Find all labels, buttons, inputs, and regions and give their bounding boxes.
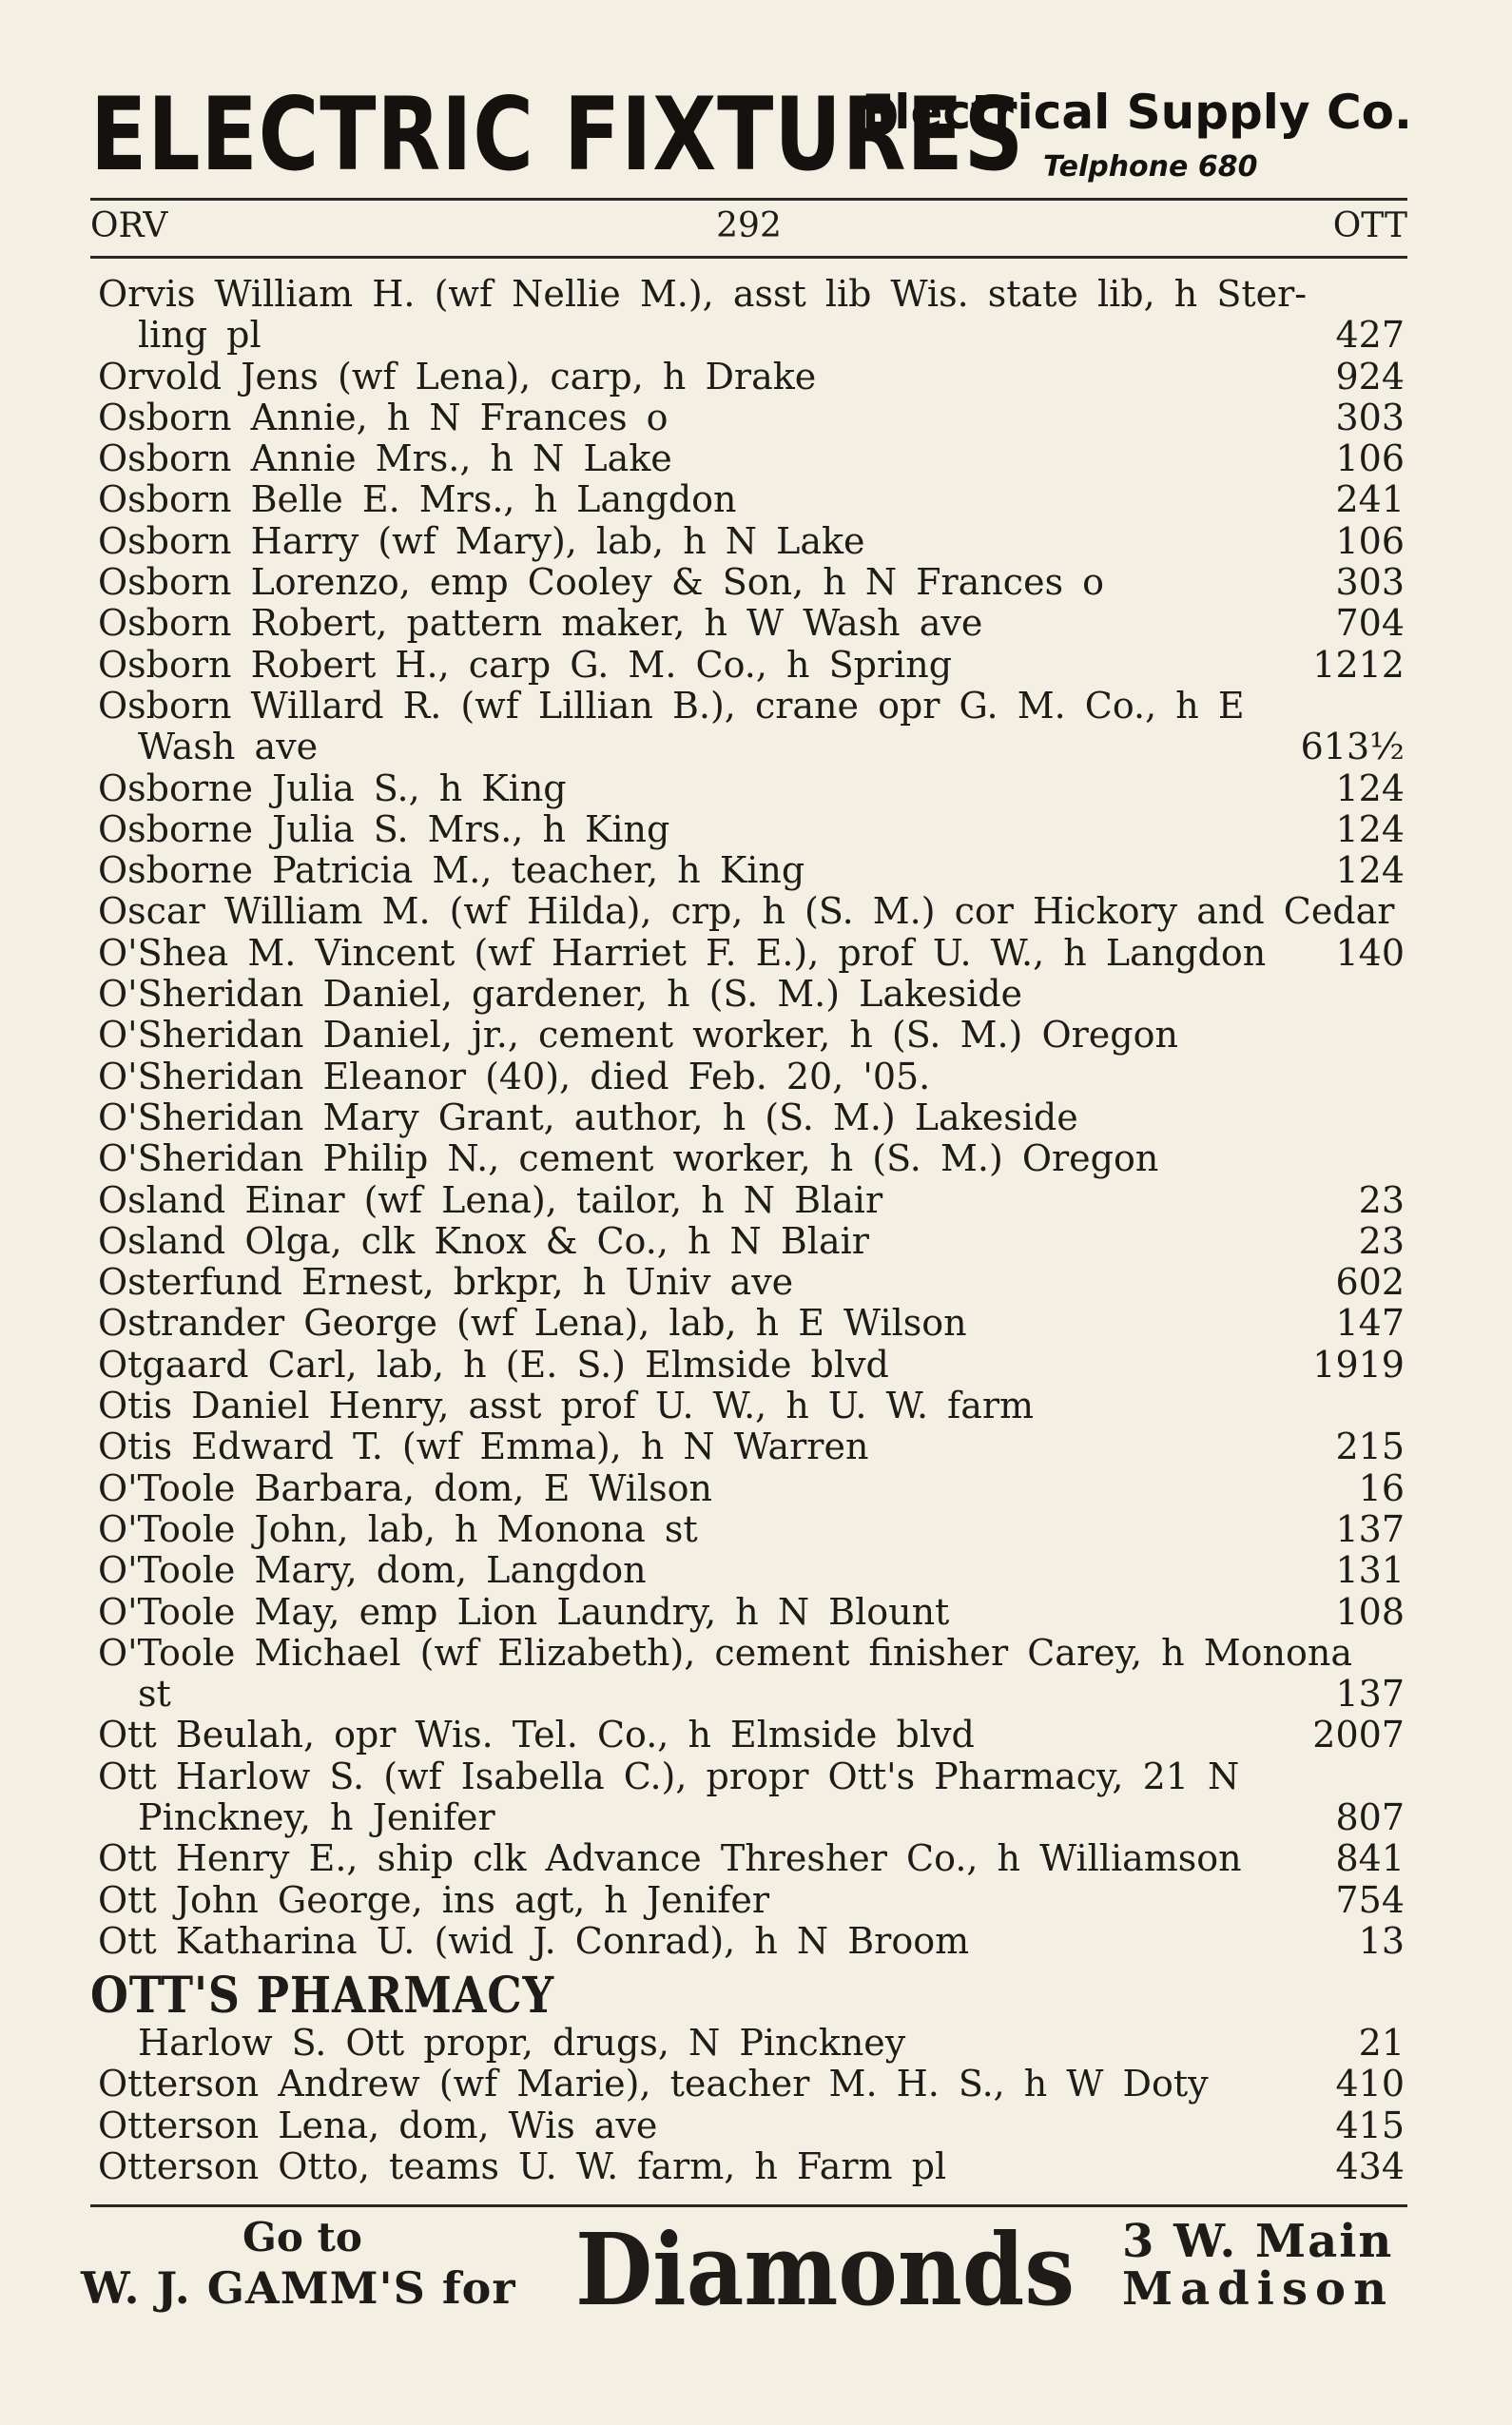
entry-house-number: 106 [1335,519,1405,562]
entry-house-number: 23 [1358,1178,1405,1221]
directory-entry [90,438,1407,479]
entry-house-number: 1919 [1312,1343,1405,1386]
ad-headline: ELECTRIC FIXTURES [90,76,1024,193]
entry-continuation [90,1674,1407,1715]
directory-entry [90,2146,1407,2187]
directory-listing [90,274,1407,2187]
entry-house-number: 241 [1335,478,1405,521]
directory-entry [90,1550,1407,1591]
entry-text: Otterson Andrew (wf Marie), teacher M. H. S., h W Doty [98,2063,1209,2105]
entry-house-number: 841 [1335,1837,1405,1880]
entry-house-number: 108 [1335,1590,1405,1633]
entry-text: Otgaard Carl, lab, h (E. S.) Elmside blvd [98,1343,889,1386]
entry-text: Osborne Patricia M., teacher, h King [98,849,805,892]
entry-text: O'Toole Mary, dom, Langdon [98,1549,647,1592]
entry-text: Harlow S. Ott propr, drugs, N Pinckney [138,2022,906,2065]
directory-entry [90,1138,1407,1179]
directory-entry [90,2105,1407,2146]
entry-house-number: 410 [1335,2063,1405,2105]
directory-entry [90,1097,1407,1138]
entry-house-number: 303 [1335,396,1405,438]
directory-entry [90,809,1407,850]
directory-entry [90,1345,1407,1386]
entry-house-number: 754 [1335,1878,1405,1921]
entry-house-number: 137 [1335,1673,1405,1716]
directory-entry [90,1921,1407,1962]
footer-rule [90,2204,1407,2207]
directory-entry [90,1386,1407,1426]
entry-text: ling pl [138,314,262,357]
entry-text: O'Toole Barbara, dom, E Wilson [98,1466,712,1509]
entry-text: Ott Katharina U. (wid J. Conrad), h N Broom [98,1919,970,1962]
directory-entry [90,1057,1407,1097]
entry-text: Osborne Julia S. Mrs., h King [98,807,670,850]
entry-text: Wash ave [138,726,319,768]
directory-entry [90,768,1407,809]
directory-entry [90,398,1407,438]
ad-company-name: Electrical Supply Co. [862,85,1412,140]
header-rule-top [90,198,1407,201]
entry-house-number: 415 [1335,2104,1405,2146]
entry-house-number: 124 [1335,849,1405,892]
section-heading [90,1962,1407,2026]
ad-address-street: 3 W. Main [1122,2215,1394,2268]
entry-house-number: 106 [1335,437,1405,480]
entry-text: Orvold Jens (wf Lena), carp, h Drake [98,355,817,398]
entry-house-number: 2007 [1312,1714,1405,1756]
directory-entry [90,1426,1407,1467]
directory-entry [90,274,1407,315]
entry-house-number: 140 [1335,931,1405,974]
directory-entry [90,521,1407,562]
directory-entry [90,1756,1407,1797]
entry-text: Osborn Belle E. Mrs., h Langdon [98,478,737,521]
ad-product: Diamonds [575,2211,1076,2328]
page-number: 292 [716,206,782,245]
directory-entry [90,1468,1407,1509]
entry-text: Osborn Willard R. (wf Lillian B.), crane opr G. M. Co., h E [98,684,1245,727]
directory-entry [90,1715,1407,1756]
entry-house-number: 23 [1358,1219,1405,1262]
directory-entry [90,1221,1407,1262]
entry-house-number: 21 [1358,2022,1405,2065]
entry-text: Osborn Lorenzo, emp Cooley & Son, h N Frances o [98,561,1105,604]
entry-text: O'Shea M. Vincent (wf Harriet F. E.), prof U. W., h Langdon [98,931,1267,974]
entry-text: O'Sheridan Eleanor (40), died Feb. 20, '05. [98,1055,931,1097]
entry-text: Orvis William H. (wf Nellie M.), asst lib Wis. state lib, h Ster- [98,273,1308,315]
entry-text: Ott Henry E., ship clk Advance Thresher Co., h Williamson [98,1837,1242,1880]
entry-house-number: 124 [1335,766,1405,809]
entry-text: Osland Einar (wf Lena), tailor, h N Blair [98,1178,883,1221]
directory-entry [90,603,1407,644]
entry-text: Osborn Annie Mrs., h N Lake [98,437,672,480]
entry-text: Otterson Otto, teams U. W. farm, h Farm pl [98,2145,947,2188]
entry-house-number: 16 [1358,1466,1405,1509]
entry-house-number: 807 [1335,1795,1405,1838]
entry-house-number: 215 [1335,1426,1405,1468]
directory-entry [90,1262,1407,1303]
entry-text: Oscar William M. (wf Hilda), crp, h (S. M.) cor Hickory and Cedar [98,890,1395,933]
entry-house-number: 602 [1335,1261,1405,1304]
entry-text: st [138,1673,171,1716]
directory-entry [90,1015,1407,1056]
directory-entry [90,891,1407,932]
entry-continuation [90,315,1407,356]
entry-text: O'Sheridan Daniel, jr., cement worker, h (S. M.) Oregon [98,1014,1178,1057]
directory-entry [90,1880,1407,1921]
directory-entry [90,479,1407,520]
entry-continuation [90,2023,1407,2064]
entry-house-number: 924 [1335,355,1405,398]
entry-house-number: 124 [1335,807,1405,850]
directory-entry [90,357,1407,398]
directory-entry [90,1633,1407,1674]
entry-text: Ostrander George (wf Lena), lab, h E Wilson [98,1302,967,1345]
entry-text: Otis Edward T. (wf Emma), h N Warren [98,1426,869,1468]
entry-house-number: 427 [1335,314,1405,357]
entry-house-number: 131 [1335,1549,1405,1592]
directory-entry [90,933,1407,974]
entry-text: Osborn Robert H., carp G. M. Co., h Spring [98,643,953,686]
running-head-right: OTT [1332,206,1407,245]
ad-goto: Go to [242,2214,362,2260]
ad-address-city: Madison [1122,2262,1394,2316]
directory-entry [90,562,1407,603]
entry-text: Osborn Robert, pattern maker, h W Wash ave [98,602,983,645]
entry-text: O'Toole May, emp Lion Laundry, h N Blount [98,1590,950,1633]
entries-group [90,274,1407,1962]
entry-text: O'Toole Michael (wf Elizabeth), cement finisher Carey, h Monona [98,1631,1353,1674]
directory-entry [90,850,1407,891]
header-rule-bottom [90,256,1407,259]
directory-entry [90,1592,1407,1633]
entries-group-after [90,2023,1407,2187]
top-advertisement [90,78,1412,192]
directory-entry [90,2064,1407,2105]
entry-text: O'Sheridan Philip N., cement worker, h (S. M.) Oregon [98,1137,1159,1180]
directory-entry [90,645,1407,686]
bottom-advertisement [81,2211,1412,2328]
entry-text: Pinckney, h Jenifer [138,1795,495,1838]
entry-continuation [90,1797,1407,1838]
entry-house-number: 147 [1335,1302,1405,1345]
running-head-left: ORV [90,206,168,245]
directory-entry [90,1509,1407,1550]
directory-entry [90,1180,1407,1221]
entry-text: O'Sheridan Daniel, gardener, h (S. M.) Lakeside [98,973,1023,1016]
section-heading-text: OTT'S PHARMACY [90,1967,555,2026]
directory-entry [90,1303,1407,1344]
entry-text: Osborne Julia S., h King [98,766,567,809]
entry-text: Otterson Lena, dom, Wis ave [98,2104,658,2146]
entry-house-number: 137 [1335,1507,1405,1550]
entry-text: Osborn Annie, h N Frances o [98,396,669,438]
entry-text: Osland Olga, clk Knox & Co., h N Blair [98,1219,869,1262]
entry-house-number: 613½ [1300,726,1405,768]
entry-continuation [90,727,1407,767]
entry-house-number: 13 [1358,1919,1405,1962]
directory-entry [90,974,1407,1015]
entry-text: Otis Daniel Henry, asst prof U. W., h U. W. farm [98,1385,1035,1427]
directory-entry [90,686,1407,727]
entry-house-number: 1212 [1312,643,1405,686]
entry-text: O'Sheridan Mary Grant, author, h (S. M.) Lakeside [98,1096,1078,1138]
running-head [90,205,1407,247]
entry-text: Ott Harlow S. (wf Isabella C.), propr Ott's Pharmacy, 21 N [98,1755,1240,1797]
ad-store-name: W. J. GAMM'S for [81,2262,516,2314]
entry-house-number: 704 [1335,602,1405,645]
entry-text: O'Toole John, lab, h Monona st [98,1507,698,1550]
directory-entry [90,1838,1407,1879]
entry-house-number: 303 [1335,561,1405,604]
ad-telephone: Telphone 680 [1043,150,1258,184]
entry-text: Ott John George, ins agt, h Jenifer [98,1878,770,1921]
entry-house-number: 434 [1335,2145,1405,2188]
entry-text: Ott Beulah, opr Wis. Tel. Co., h Elmside blvd [98,1714,975,1756]
entry-text: Osterfund Ernest, brkpr, h Univ ave [98,1261,794,1304]
entry-text: Osborn Harry (wf Mary), lab, h N Lake [98,519,865,562]
